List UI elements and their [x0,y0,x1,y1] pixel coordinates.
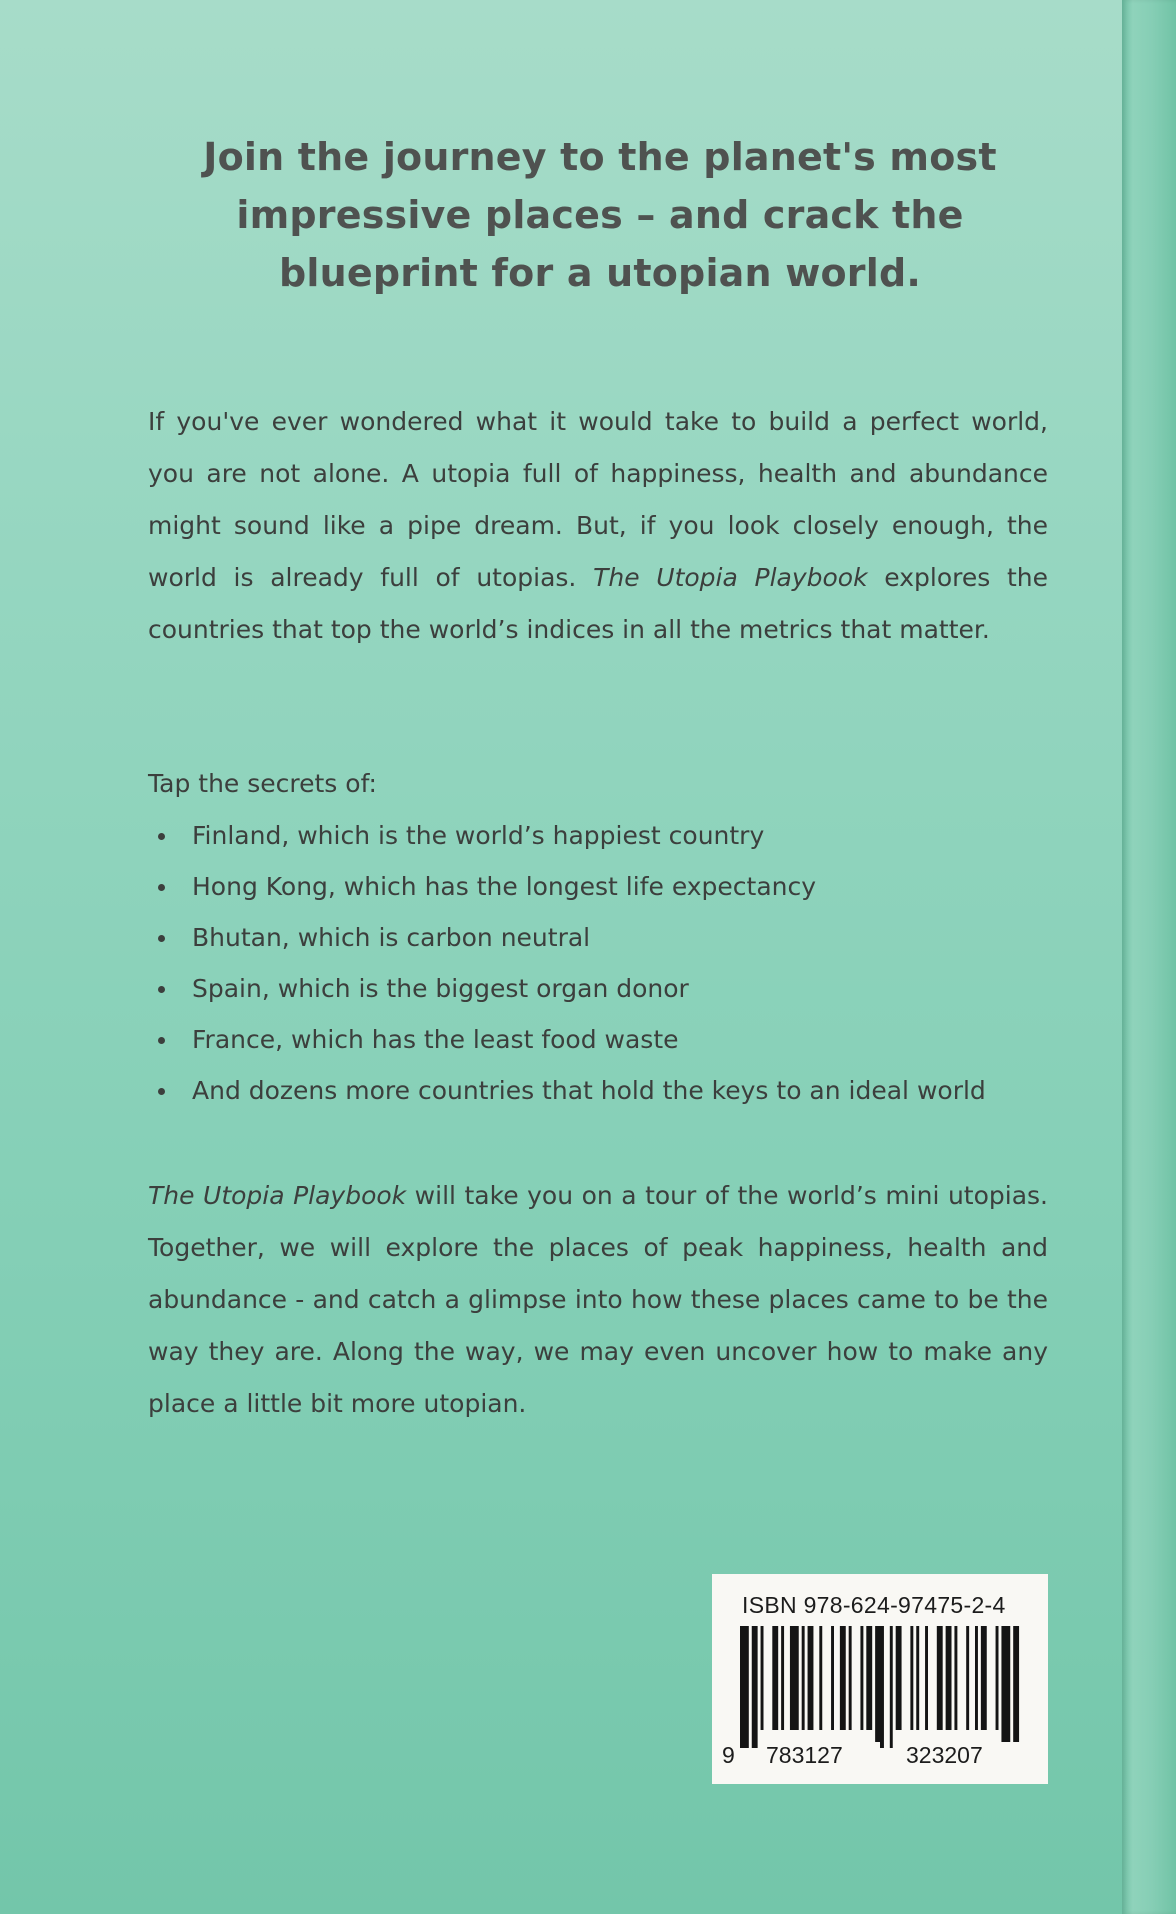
barcode-bar [849,1626,852,1730]
barcode-bar [925,1626,928,1730]
book-spine-edge [1122,0,1176,1914]
barcode-bar [761,1626,764,1730]
barcode-bar [1013,1626,1019,1748]
barcode-bar [966,1626,969,1730]
barcode-bar [890,1626,893,1748]
barcode-bar [916,1626,919,1730]
barcode-bar [910,1626,913,1730]
barcode-bar [790,1626,799,1730]
barcode-bar [975,1626,978,1730]
barcode-bar [802,1626,805,1730]
barcode-bar [1001,1626,1010,1748]
headline-line-3: blueprint for a utopian world. [278,251,922,295]
barcode-right-digits: 323207 [902,1742,1020,1769]
barcode-bar [954,1626,957,1730]
barcode-bar [840,1626,846,1730]
barcode-bars [740,1626,1022,1748]
secrets-list-item: Bhutan, which is carbon neutral [148,912,1068,963]
barcode-bar [981,1626,987,1730]
barcode-bar [996,1626,999,1730]
intro-text-end: explores the countries that top the world’s indices in all the metrics that matter. [148,563,1049,644]
secrets-list-item: And dozens more countries that hold the keys to an ideal world [148,1065,1068,1116]
closing-paragraph [148,1170,1048,1430]
secrets-list-item: Spain, which is the biggest organ donor [148,963,1068,1014]
secrets-list-item: Finland, which is the world’s happiest country [148,810,1068,861]
barcode-bar [937,1626,943,1730]
barcode-bar [946,1626,952,1730]
barcode-bar [896,1626,902,1730]
intro-paragraph [148,396,1048,656]
barcode-bar [808,1626,814,1730]
barcode-bar [831,1626,834,1730]
barcode-bar [772,1626,778,1730]
barcode-bar [860,1626,863,1730]
barcode-bar [781,1626,784,1730]
headline-line-1: Join the journey to the planet's most [203,135,997,179]
isbn-number: ISBN 978-624-97475-2-4 [742,1592,1006,1618]
secrets-list [148,810,1068,1116]
barcode-left-digits: 783127 [762,1742,880,1769]
barcode-label [712,1574,1048,1784]
closing-book-title: The Utopia Playbook [148,1181,407,1210]
barcode-lead-digit: 9 [722,1742,735,1768]
secrets-list-item: France, which has the least food waste [148,1014,1068,1065]
intro-text-start: If you've ever wondered what it would take to build a perfect world, you are not alone. A utopia full of happiness, health and abundance might sound like a pipe dream. But, if you look closely enough, the world is already full of utopias. [148,407,1048,592]
barcode-bar [819,1626,822,1730]
secrets-heading: Tap the secrets of: [148,769,377,798]
barcode-bar [875,1626,884,1748]
intro-book-title: The Utopia Playbook [593,563,868,592]
barcode-bar [740,1626,749,1748]
barcode-bar [866,1626,872,1730]
barcode-bar [752,1626,758,1748]
secrets-list-item: Hong Kong, which has the longest life expectancy [148,861,1068,912]
closing-text: will take you on a tour of the world’s mini utopias. Together, we will explore the places of peak happiness, health and abundance - and catch a glimpse into how these places came to be the way they are. Along the way, we may even uncover how to make any place a little bit more utopian. [148,1181,1048,1418]
headline [150,128,1050,302]
headline-line-2: impressive places – and crack the [236,193,964,237]
